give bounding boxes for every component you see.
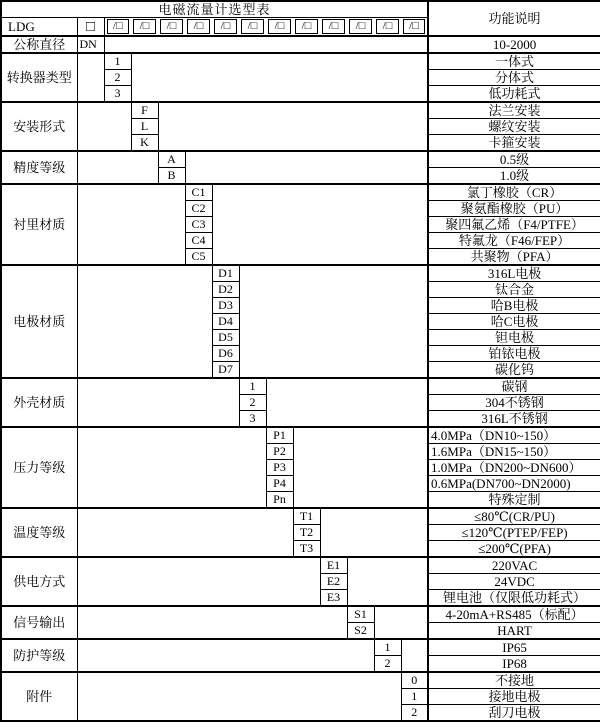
option-code: 1 (401, 689, 428, 705)
option-code: S2 (347, 623, 374, 640)
option-description: 分体式 (428, 70, 600, 86)
option-code: P4 (266, 476, 293, 492)
option-description: 卡箍安装 (428, 135, 600, 152)
spacer-cell (374, 606, 428, 639)
option-code: P2 (266, 444, 293, 460)
option-code: 3 (104, 86, 131, 103)
option-code: D3 (212, 298, 239, 314)
spacer-cell (77, 557, 320, 606)
option-code: C1 (185, 184, 212, 201)
option-code: DN (77, 36, 104, 53)
spacer-cell (77, 672, 401, 721)
option-description: HART (428, 623, 600, 640)
spacer-cell (77, 606, 347, 639)
model-code-slot (320, 18, 347, 37)
option-description: 共聚物（PFA） (428, 249, 600, 266)
spacer-cell (212, 184, 428, 265)
spacer-cell (293, 427, 428, 508)
option-code: B (158, 168, 185, 185)
spacer-cell (401, 639, 428, 672)
slot-box: /□ (107, 19, 130, 34)
option-description: 特氟龙（F46/FEP） (428, 233, 600, 249)
option-description: 铂铱电极 (428, 346, 600, 362)
option-description: 1.6MPa（DN15~150） (428, 444, 600, 460)
option-description: 螺纹安装 (428, 119, 600, 135)
option-description: 特殊定制 (428, 492, 600, 509)
option-description: 不接地 (428, 672, 600, 689)
option-code: E3 (320, 590, 347, 607)
model-code-slot (131, 18, 158, 37)
option-code: 2 (239, 395, 266, 411)
option-description: 氯丁橡胶（CR） (428, 184, 600, 201)
option-description: 接地电极 (428, 689, 600, 705)
model-code-box: □ (77, 18, 104, 37)
option-code: 3 (239, 411, 266, 428)
model-code-slot (293, 18, 320, 37)
model-code-slot (347, 18, 374, 37)
group-name: 安装形式 (1, 102, 77, 151)
slot-box: /□ (322, 19, 345, 34)
option-code: D6 (212, 346, 239, 362)
option-code: 1 (239, 378, 266, 395)
model-code-slot (266, 18, 293, 37)
option-code: T2 (293, 525, 320, 541)
slot-box: /□ (160, 19, 183, 34)
option-description: 刮刀电极 (428, 705, 600, 722)
option-code: E2 (320, 574, 347, 590)
option-description: ≤200℃(PFA) (428, 541, 600, 558)
function-column-header: 功能说明 (428, 1, 600, 36)
model-code-slot (185, 18, 212, 37)
spacer-cell (104, 36, 428, 53)
slot-box: /□ (403, 19, 425, 34)
option-description: 316L不锈钢 (428, 411, 600, 428)
option-description: 锂电池（仅限低功耗式） (428, 590, 600, 607)
group-name: 信号输出 (1, 606, 77, 639)
option-code: 1 (104, 53, 131, 70)
option-description: 4.0MPa（DN10~150） (428, 427, 600, 444)
group-name: 精度等级 (1, 151, 77, 184)
option-code: D7 (212, 362, 239, 379)
option-code: P1 (266, 427, 293, 444)
spacer-cell (77, 265, 212, 378)
option-code: 2 (374, 656, 401, 673)
model-code-slot (212, 18, 239, 37)
option-description: 钛合金 (428, 282, 600, 298)
spacer-cell (185, 151, 428, 184)
option-description: 聚四氟乙烯（F4/PTFE） (428, 217, 600, 233)
option-code: T1 (293, 508, 320, 525)
option-code: 1 (374, 639, 401, 656)
option-code: D5 (212, 330, 239, 346)
spacer-cell (266, 378, 428, 427)
option-code: C5 (185, 249, 212, 266)
group-name: 温度等级 (1, 508, 77, 557)
slot-box: /□ (214, 19, 237, 34)
spacer-cell (131, 53, 428, 102)
spacer-cell (77, 378, 239, 427)
option-code: S1 (347, 606, 374, 623)
group-name: 供电方式 (1, 557, 77, 606)
option-code: F (131, 102, 158, 119)
option-code: 2 (104, 70, 131, 86)
model-code-slot (401, 18, 428, 37)
group-name: 压力等级 (1, 427, 77, 508)
option-description: 1.0MPa（DN200~DN600） (428, 460, 600, 476)
slot-box: /□ (268, 19, 291, 34)
group-name: 电极材质 (1, 265, 77, 378)
table-title: 电磁流量计选型表 (1, 1, 428, 18)
option-code: C3 (185, 217, 212, 233)
option-description: 低功耗式 (428, 86, 600, 103)
option-description: 一体式 (428, 53, 600, 70)
option-description: 哈B电极 (428, 298, 600, 314)
slot-box: /□ (376, 19, 399, 34)
group-name: 衬里材质 (1, 184, 77, 265)
option-code: Pn (266, 492, 293, 509)
slot-box: /□ (187, 19, 210, 34)
slot-box: /□ (241, 19, 264, 34)
slot-box: /□ (295, 19, 318, 34)
option-code: C4 (185, 233, 212, 249)
model-code-slot (239, 18, 266, 37)
option-description: 钽电极 (428, 330, 600, 346)
option-code: L (131, 119, 158, 135)
group-name: 附件 (1, 672, 77, 721)
option-code: 0 (401, 672, 428, 689)
spacer-cell (320, 508, 428, 557)
option-description: 304不锈钢 (428, 395, 600, 411)
option-code: D1 (212, 265, 239, 282)
option-code: T3 (293, 541, 320, 558)
option-code: A (158, 151, 185, 168)
option-code: D2 (212, 282, 239, 298)
group-name: 公称直径 (1, 36, 77, 53)
option-code: C2 (185, 201, 212, 217)
group-name: 转换器类型 (1, 53, 77, 102)
option-description: 哈C电极 (428, 314, 600, 330)
option-code: 2 (401, 705, 428, 722)
option-description: 1.0级 (428, 168, 600, 185)
spacer-cell (77, 184, 185, 265)
spacer-cell (77, 639, 374, 672)
option-description: IP68 (428, 656, 600, 673)
option-description: 0.5级 (428, 151, 600, 168)
model-prefix: LDG (1, 18, 77, 37)
option-code: K (131, 135, 158, 152)
option-description: 220VAC (428, 557, 600, 574)
option-description: 10-2000 (428, 36, 600, 53)
model-code-slot (104, 18, 131, 37)
option-code: P3 (266, 460, 293, 476)
slot-box: /□ (133, 19, 156, 34)
group-name: 防护等级 (1, 639, 77, 672)
spacer-cell (347, 557, 428, 606)
spacer-cell (77, 151, 158, 184)
option-code: E1 (320, 557, 347, 574)
option-description: 法兰安装 (428, 102, 600, 119)
group-name: 外壳材质 (1, 378, 77, 427)
option-description: 聚氨酯橡胶（PU） (428, 201, 600, 217)
model-code-slot (158, 18, 185, 37)
spacer-cell (77, 508, 293, 557)
spacer-cell (77, 102, 131, 151)
option-description: 316L电极 (428, 265, 600, 282)
option-description: 0.6MPa(DN700~DN2000) (428, 476, 600, 492)
option-description: 碳化钨 (428, 362, 600, 379)
spacer-cell (239, 265, 428, 378)
option-description: IP65 (428, 639, 600, 656)
option-code: D4 (212, 314, 239, 330)
model-code-slot (374, 18, 401, 37)
spacer-cell (77, 53, 104, 102)
option-description: ≤120℃(PTEP/FEP) (428, 525, 600, 541)
option-description: 4-20mA+RS485（标配） (428, 606, 600, 623)
option-description: 碳钢 (428, 378, 600, 395)
option-description: 24VDC (428, 574, 600, 590)
spacer-cell (158, 102, 428, 151)
option-description: ≤80℃(CR/PU) (428, 508, 600, 525)
spacer-cell (77, 427, 266, 508)
slot-box: /□ (349, 19, 372, 34)
